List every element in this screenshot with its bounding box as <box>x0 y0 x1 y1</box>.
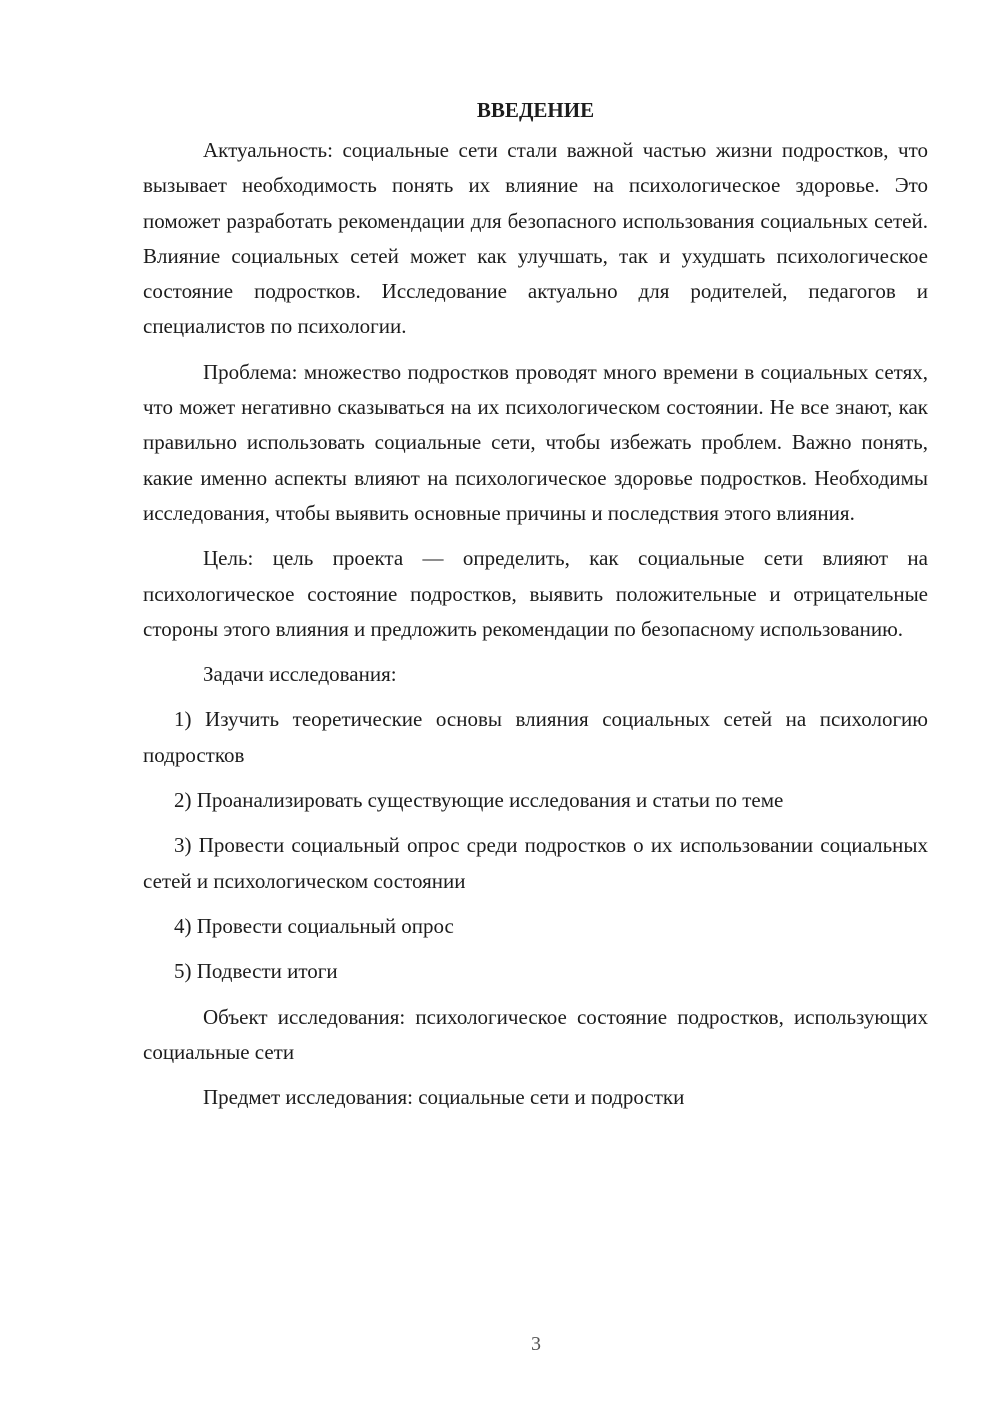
subject-paragraph: Предмет исследования: социальные сети и подростки <box>203 1085 685 1110</box>
relevance-paragraph: Актуальность: социальные сети стали важной частью жизни подростков, что вызывает необходимость понять их влияние на психологическое здоровье. Это поможет разработать рекомендации для безопасного использования социальных сетей. Влияние социальных сетей может как улучшать, так и ухудшать психологическое состояние подростков. Исследование актуально для родителей, педагогов и специалистов по психологии. <box>143 138 928 339</box>
page-number: 3 <box>531 1333 541 1355</box>
problem-paragraph: Проблема: множество подростков проводят много времени в социальных сетях, что может негативно сказываться на их психологическом состоянии. Не все знают, как правильно использовать социальные сети, чтобы избежать проблем. Важно понять, какие именно аспекты влияют на психологическое здоровье подростков. Необходимы исследования, чтобы выявить основные причины и последствия этого влияния. <box>143 359 928 525</box>
task-item: 2) Проанализировать существующие исследования и статьи по теме <box>174 788 784 813</box>
tasks-heading: Задачи исследования: <box>203 662 397 687</box>
task-item: 5) Подвести итоги <box>174 959 338 984</box>
page-title: ВВЕДЕНИЕ <box>476 98 595 122</box>
task-item: 1) Изучить теоретические основы влияния социальных сетей на психологию подростков <box>143 707 928 767</box>
page-content <box>143 92 928 1115</box>
goal-paragraph: Цель: цель проекта — определить, как социальные сети влияют на психологическое состояние подростков, выявить положительные и отрицательные стороны этого влияния и предложить рекомендации по безопасному использованию. <box>143 546 928 641</box>
task-item: 3) Провести социальный опрос среди подростков о их использовании социальных сетей и психологическом состоянии <box>143 833 928 893</box>
task-item: 4) Провести социальный опрос <box>174 913 454 938</box>
object-paragraph: Объект исследования: психологическое состояние подростков, использующих социальные сети <box>143 1004 928 1064</box>
